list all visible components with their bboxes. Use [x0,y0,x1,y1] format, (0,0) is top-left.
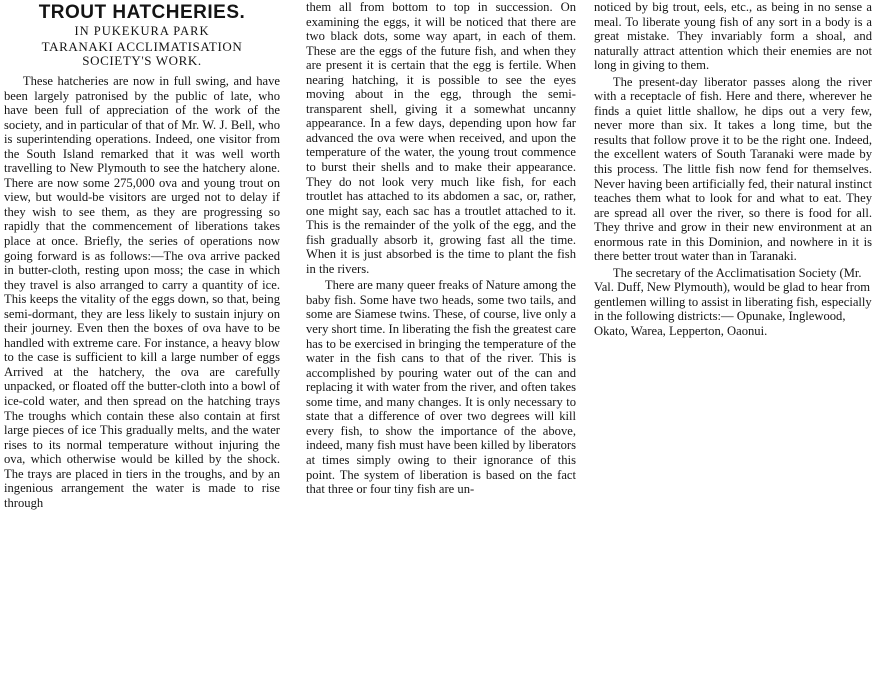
paragraph-liberation-continued: noticed by big trout, eels, etc., as being in no sense a meal. To liberate young fish of any sort in a body is a great mistake. They invariably form a shoal, and naturally attract attention which their enemies are not long in giving to them. [594,0,872,73]
headline: TROUT HATCHERIES. [38,2,246,23]
subheading-work: SOCIETY'S WORK. [82,53,202,68]
column-2 [306,0,576,497]
paragraph-freaks: There are many queer freaks of Nature among the baby fish. Some have two heads, some two tails, and some are Siamese twins. These, of course, live only a very short time. In liberating the fish the greatest care has to be exercised in bringing the temperature of the water in the fish cans to that of the river. This is accomplished by pouring water out of the can and replacing it with water from the river, and often takes some time, and many changes. It is only necessary to state that a difference of over two degrees will kill every fish, to show the importance of the above, indeed, many fish must have been killed by liberators at times simply owing to their ignorance of this point. The system of liberation is based on the fact that three or four tiny fish are un- [306,278,576,497]
subheading-location: IN PUKEKURA PARK [74,24,210,38]
subheading-society: TARANAKI ACCLIMATISATION [41,39,243,54]
paragraph-secretary: The secretary of the Acclimatisation Society (Mr. Val. Duff, New Plymouth), would be glad to hear from gentlemen willing to assist in liberating fish, especially in the following districts:— Opunake, Inglewood, Okato, Warea, Lepperton, Oaonui. [594,265,872,339]
paragraph-liberator: The present-day liberator passes along the river with a receptacle of fish. Here and there, wherever he finds a quiet little shallow, he dips out a very few, never more than six. It takes a long time, but the results that follow prove it to be the right one. Indeed, the excellent waters of South Taranaki were made by this process. The little fish now fend for themselves. Never having been artificially fed, their natural instinct teaches them what to look for and what to eat. They are spread all over the river, so there is food for all. They thrive and grow in their new environment at an enormous rate in this Dominion, and nowhere in it is there better trout water than in Taranaki. [594,74,872,264]
paragraph-eggs-continued: them all from bottom to top in succession. On examining the eggs, it will be noticed that there are two black dots, some way apart, in each of them. These are the eggs of the future fish, and when they are present it is certain that the egg is fertile. When nearing hatching, it is possible to see the eyes moving about in the egg, through the semi-transparent shell, giving it a somewhat uncanny appearance. In a few days, depending upon how far advanced the ova were when received, and upon the temperature of the water, the young trout commence to burst their shells and to make their appearance. They do not look very much like fish, for each troutlet has attached to its abdomen a sac, or, rather, one might say, each sac has a troutlet attached to it. This is the remainder of the yolk of the egg, and the fish gradually absorb it, growing fast all the time. When it is just absorbed is the time to plant the fish in the rivers. [306,0,576,276]
column-3 [594,0,872,339]
paragraph-hatcheries: These hatcheries are now in full swing, and have been largely patronised by the public of late, who have been full of appreciation of the work of the society, and in particular of that of Mr. W. J. Bell, who is superintending operations. Indeed, one visitor from the South Island remarked that it was well worth travelling to New Plymouth to see the hatchery alone. There are now some 275,000 ova and young trout on view, but would-be visitors are urged not to delay if they wish to see them, as they are progressing so rapidly that the commencement of liberations takes place at once. Briefly, the series of operations now going forward is as follows:—The ova arrive packed in butter-cloth, resting upon moss; the case in which they travel is also arranged to carry a quantity of ice. This keeps the vitality of the eggs down, so that, being semi-dormant, they are less likely to sustain injury on their journey. Even then the boxes of ova have to be handled with extreme care. For instance, a heavy blow to the case is sufficient to kill a large number of eggs Arrived at the hatchery, the ova are carefully unpacked, or floated off the butter-cloth into a bowl of ice-cold water, and then spread on the hatching trays The troughs which contain these also contain at first large pieces of ice This gradually melts, and the water rises to its normal temperature without injuring the ova, which otherwise would be killed by the shock. The trays are placed in tiers in the troughs, and by an ingenious arrangement the water is made to rise through [4,74,280,510]
column-1 [4,2,280,510]
